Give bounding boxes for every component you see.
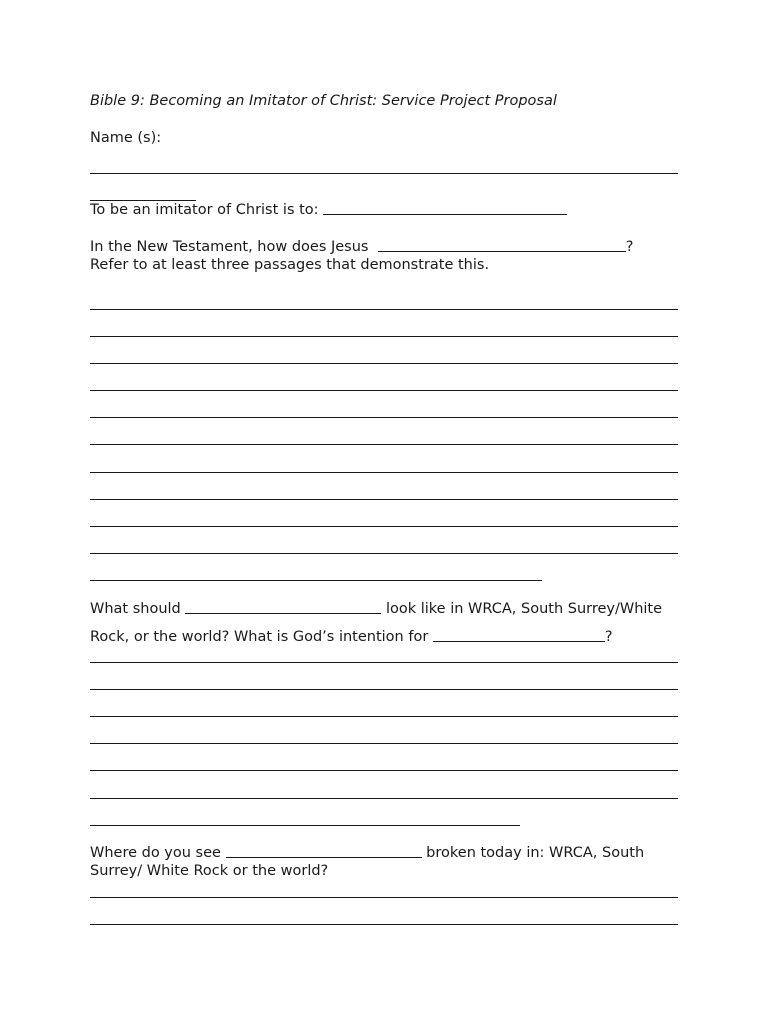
imitator-prompt: To be an imitator of Christ is to: xyxy=(90,202,319,218)
name-answer-line[interactable] xyxy=(90,173,678,174)
what-should-line2: Rock, or the world? What is God’s intention for xyxy=(90,629,429,645)
nt-answer-line[interactable] xyxy=(90,526,678,527)
nt-prompt: In the New Testament, how does Jesus xyxy=(90,239,369,255)
where-question-line2: Surrey/ White Rock or the world? xyxy=(90,863,329,879)
nt-answer-line[interactable] xyxy=(90,499,678,500)
nt-answer-line[interactable] xyxy=(90,390,678,391)
nt-answer-line-short[interactable] xyxy=(90,580,542,581)
nt-answer-line[interactable] xyxy=(90,417,678,418)
nt-blank[interactable] xyxy=(378,251,626,252)
world-answer-line[interactable] xyxy=(90,689,678,690)
nt-answer-line[interactable] xyxy=(90,472,678,473)
what-should-question-line2 xyxy=(90,629,613,646)
where-mid: broken today in: WRCA, South xyxy=(426,845,645,861)
nt-instruction: Refer to at least three passages that demonstrate this. xyxy=(90,257,490,273)
nt-answer-line[interactable] xyxy=(90,444,678,445)
world-answer-line[interactable] xyxy=(90,716,678,717)
name-answer-line-short[interactable] xyxy=(90,200,196,201)
what-should-question xyxy=(90,601,662,618)
broken-answer-line[interactable] xyxy=(90,897,678,898)
nt-question xyxy=(90,239,633,256)
name-label: Name (s): xyxy=(90,130,162,146)
what-should-end: ? xyxy=(604,629,613,645)
worksheet-title: Bible 9: Becoming an Imitator of Christ: Service Project Proposal xyxy=(90,93,557,109)
nt-answer-line[interactable] xyxy=(90,336,678,337)
what-should-mid: look like in WRCA, South Surrey/White xyxy=(385,601,663,617)
where-question xyxy=(90,845,644,862)
world-answer-line[interactable] xyxy=(90,770,678,771)
nt-answer-line[interactable] xyxy=(90,309,678,310)
where-start: Where do you see xyxy=(90,845,221,861)
what-should-blank[interactable] xyxy=(185,613,381,614)
world-answer-line-short[interactable] xyxy=(90,825,520,826)
imitator-blank[interactable] xyxy=(323,214,567,215)
nt-answer-line[interactable] xyxy=(90,363,678,364)
world-answer-line[interactable] xyxy=(90,798,678,799)
nt-answer-line[interactable] xyxy=(90,553,678,554)
intention-blank[interactable] xyxy=(433,641,605,642)
what-should-start: What should xyxy=(90,601,181,617)
world-answer-line[interactable] xyxy=(90,662,678,663)
where-blank[interactable] xyxy=(226,857,422,858)
nt-prompt-end: ? xyxy=(625,239,634,255)
broken-answer-line[interactable] xyxy=(90,924,678,925)
world-answer-line[interactable] xyxy=(90,743,678,744)
imitator-question xyxy=(90,202,567,219)
